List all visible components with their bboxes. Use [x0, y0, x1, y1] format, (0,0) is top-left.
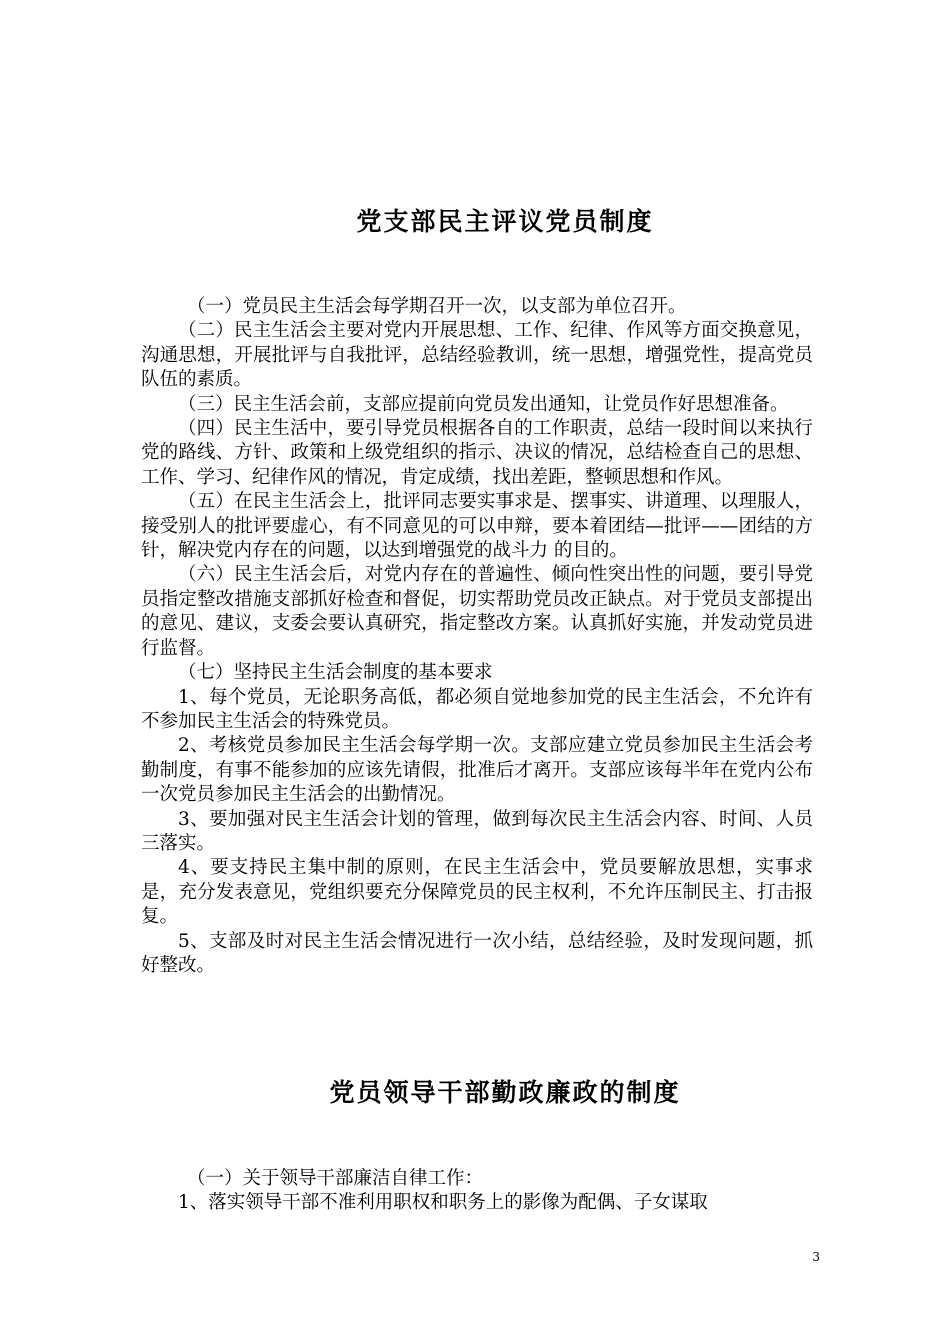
paragraph: 2、考核党员参加民主生活会每学期一次。支部应建立党员参加民主生活会考勤制度，有事不能参加的应该先请假，批准后才离开。支部应该每半年在党内公布一次党员参加民主生活会的出勤情况。 [141, 735, 813, 806]
paragraph: 1、落实领导干部不准利用职权和职务上的影像为配偶、子女谋取 [178, 1192, 708, 1214]
paragraph: 1、每个党员，无论职务高低，都必须自觉地参加党的民主生活会，不允许有不参加民主生活会的特殊党员。 [141, 686, 813, 732]
page-number: 3 [812, 1250, 820, 1264]
paragraph: 5、支部及时对民主生活会情况进行一次小结，总结经验，及时发现问题，抓好整改。 [141, 930, 813, 976]
section-title: 党员领导干部勤政廉政的制度 [329, 1078, 681, 1107]
paragraph: （二）民主生活会主要对党内开展思想、工作、纪律、作风等方面交换意见，沟通思想，开展批评与自我批评，总结经验教训，统一思想，增强党性，提高党员队伍的素质。 [141, 320, 813, 391]
paragraph: （七）坚持民主生活会制度的基本要求 [178, 662, 493, 684]
section-body [141, 295, 813, 978]
paragraph: （一）关于领导干部廉洁自律工作： [187, 1168, 484, 1189]
section-title: 党支部民主评议党员制度 [356, 207, 654, 236]
paragraph: （五）在民主生活会上，批评同志要实事求是、摆事实、讲道理、以理服人，接受别人的批评要虚心，有不同意见的可以申辩，要本着团结—批评——团结的方针，解决党内存在的问题，以达到增强党的战斗力 的目的。 [141, 491, 813, 562]
paragraph: （四）民主生活中，要引导党员根据各自的工作职责，总结一段时间以来执行党的路线、方针、政策和上级党组织的指示、决议的情况，总结检查自己的思想、工作、学习、纪律作风的情况，肯定成绩，找出差距，整顿思想和作风。 [141, 418, 813, 488]
section-body [141, 1167, 813, 1216]
paragraph: 3、要加强对民主生活会计划的管理，做到每次民主生活会内容、时间、人员三落实。 [141, 808, 813, 854]
paragraph: （一）党员民主生活会每学期召开一次，以支部为单位召开。 [187, 296, 687, 317]
paragraph: （三）民主生活会前，支部应提前向党员发出通知，让党员作好思想准备。 [178, 393, 789, 415]
paragraph: （六）民主生活会后，对党内存在的普遍性、倾向性突出性的问题，要引导党员指定整改措施支部抓好检查和督促，切实帮助党员改正缺点。对于党员支部提出的意见、建议，支委会要认真研究，指定整改方案。认真抓好实施，并发动党员进行监督。 [141, 564, 813, 659]
paragraph: 4、要支持民主集中制的原则，在民主生活会中，党员要解放思想，实事求是，充分发表意见，党组织要充分保障党员的民主权利，不允许压制民主、打击报复。 [141, 857, 813, 928]
